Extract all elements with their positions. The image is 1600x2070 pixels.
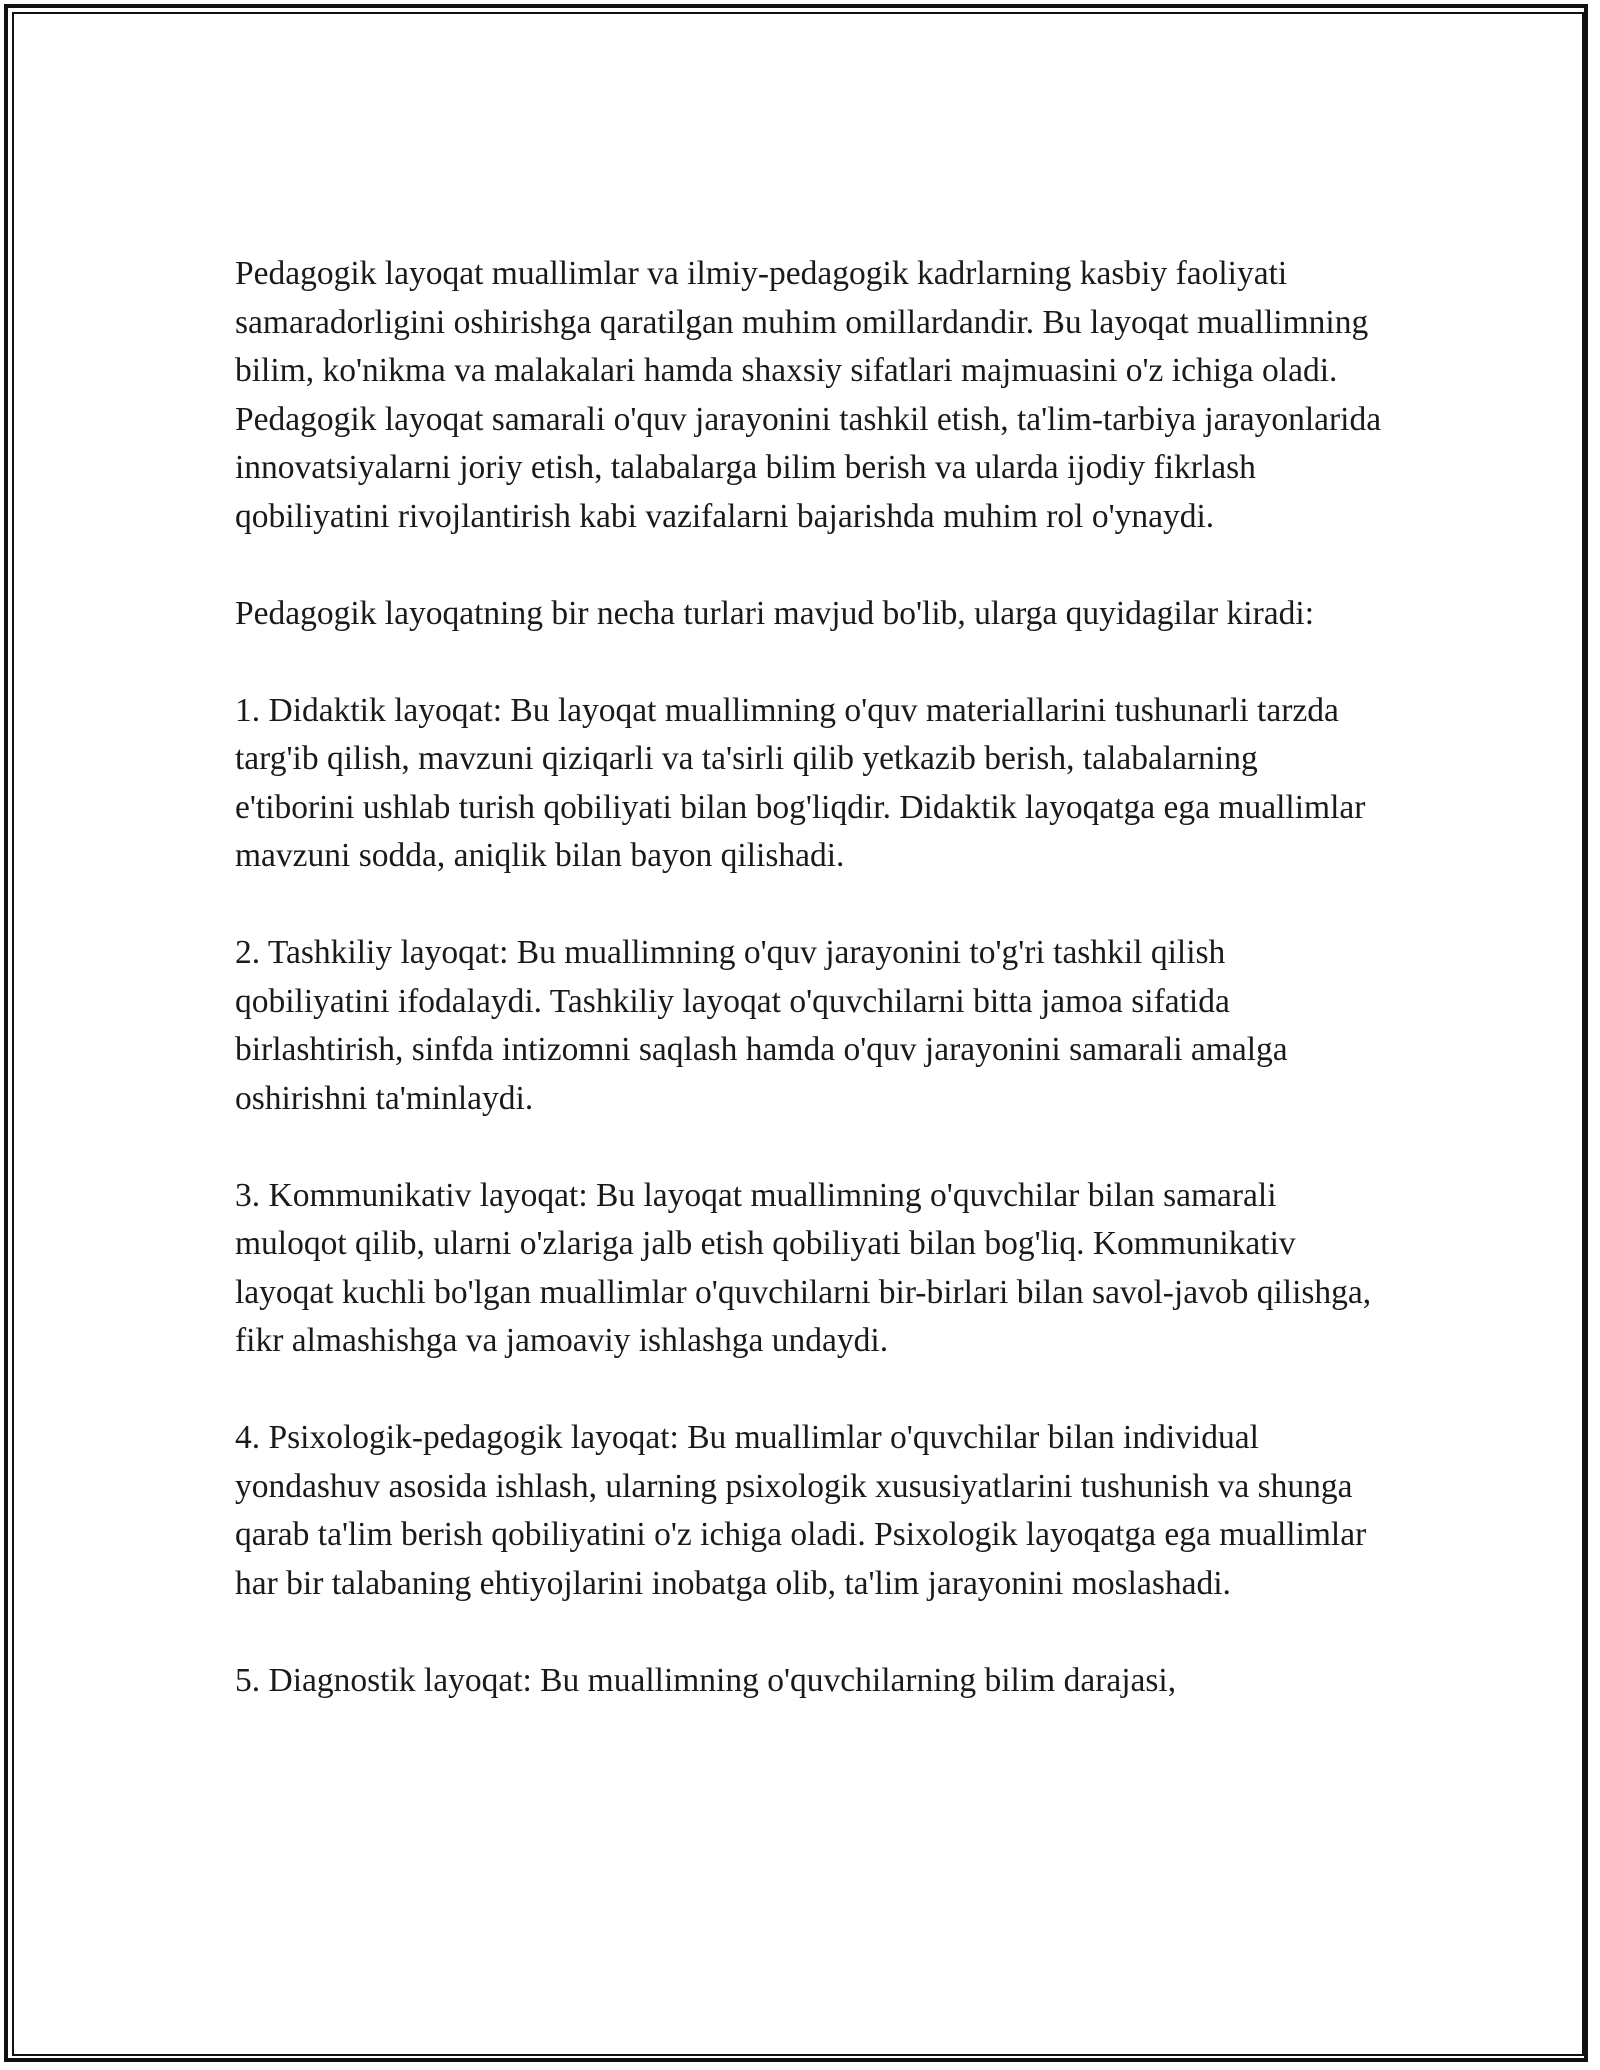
list-item-psychological-pedagogical: 4. Psixologik-pedagogik layoqat: Bu muallimlar o'quvchilar bilan individual yondashuv asosida ishlash, ularning psixologik xususiyatlarini tushunish va shunga qarab ta'lim berish qobiliyatini o'z ichiga oladi. Psixologik layoqatga ega muallimlar har bir talabaning ehtiyojlarini inobatga olib, ta'lim jarayonini moslashadi. <box>235 1419 1367 1602</box>
list-item-didactic: 1. Didaktik layoqat: Bu layoqat muallimning o'quv materiallarini tushunarli tarzda targ'ib qilish, mavzuni qiziqarli va ta'sirli qilib yetkazib berish, talabalarning e'tiborini ushlab turish qobiliyati bilan bog'liqdir. Didaktik layoqatga ega muallimlar mavzuni sodda, aniqlik bilan bayon qilishadi. <box>235 691 1366 874</box>
document-body <box>235 250 1385 1754</box>
list-item-diagnostic: 5. Diagnostik layoqat: Bu muallimning o'quvchilarning bilim darajasi, <box>235 1661 1177 1699</box>
list-item-communicative: 3. Kommunikativ layoqat: Bu layoqat muallimning o'quvchilar bilan samarali muloqot qilib, ularni o'zlariga jalb etish qobiliyati bilan bog'liq. Kommunikativ layoqat kuchli bo'lgan muallimlar o'quvchilarni bir-birlari bilan savol-javob qilishga, fikr almashishga va jamoaviy ishlashga undaydi. <box>235 1176 1372 1359</box>
types-intro-paragraph: Pedagogik layoqatning bir necha turlari mavjud bo'lib, ularga quyidagilar kiradi: <box>235 594 1315 632</box>
list-item-organizational: 2. Tashkiliy layoqat: Bu muallimning o'quv jarayonini to'g'ri tashkil qilish qobiliyatini ifodalaydi. Tashkiliy layoqat o'quvchilarni bitta jamoa sifatida birlashtirish, sinfda intizomni saqlash hamda o'quv jarayonini samarali amalga oshirishni ta'minlaydi. <box>235 934 1288 1117</box>
intro-paragraph: Pedagogik layoqat muallimlar va ilmiy-pedagogik kadrlarning kasbiy faoliyati samaradorligini oshirishga qaratilgan muhim omillardandir. Bu layoqat muallimning bilim, ko'nikma va malakalari hamda shaxsiy sifatlari majmuasini o'z ichiga oladi. Pedagogik layoqat samarali o'quv jarayonini tashkil etish, ta'lim-tarbiya jarayonlarida innovatsiyalarni joriy etish, talabalarga bilim berish va ularda ijodiy fikrlash qobiliyatini rivojlantirish kabi vazifalarni bajarishda muhim rol o'ynaydi. <box>235 255 1382 535</box>
